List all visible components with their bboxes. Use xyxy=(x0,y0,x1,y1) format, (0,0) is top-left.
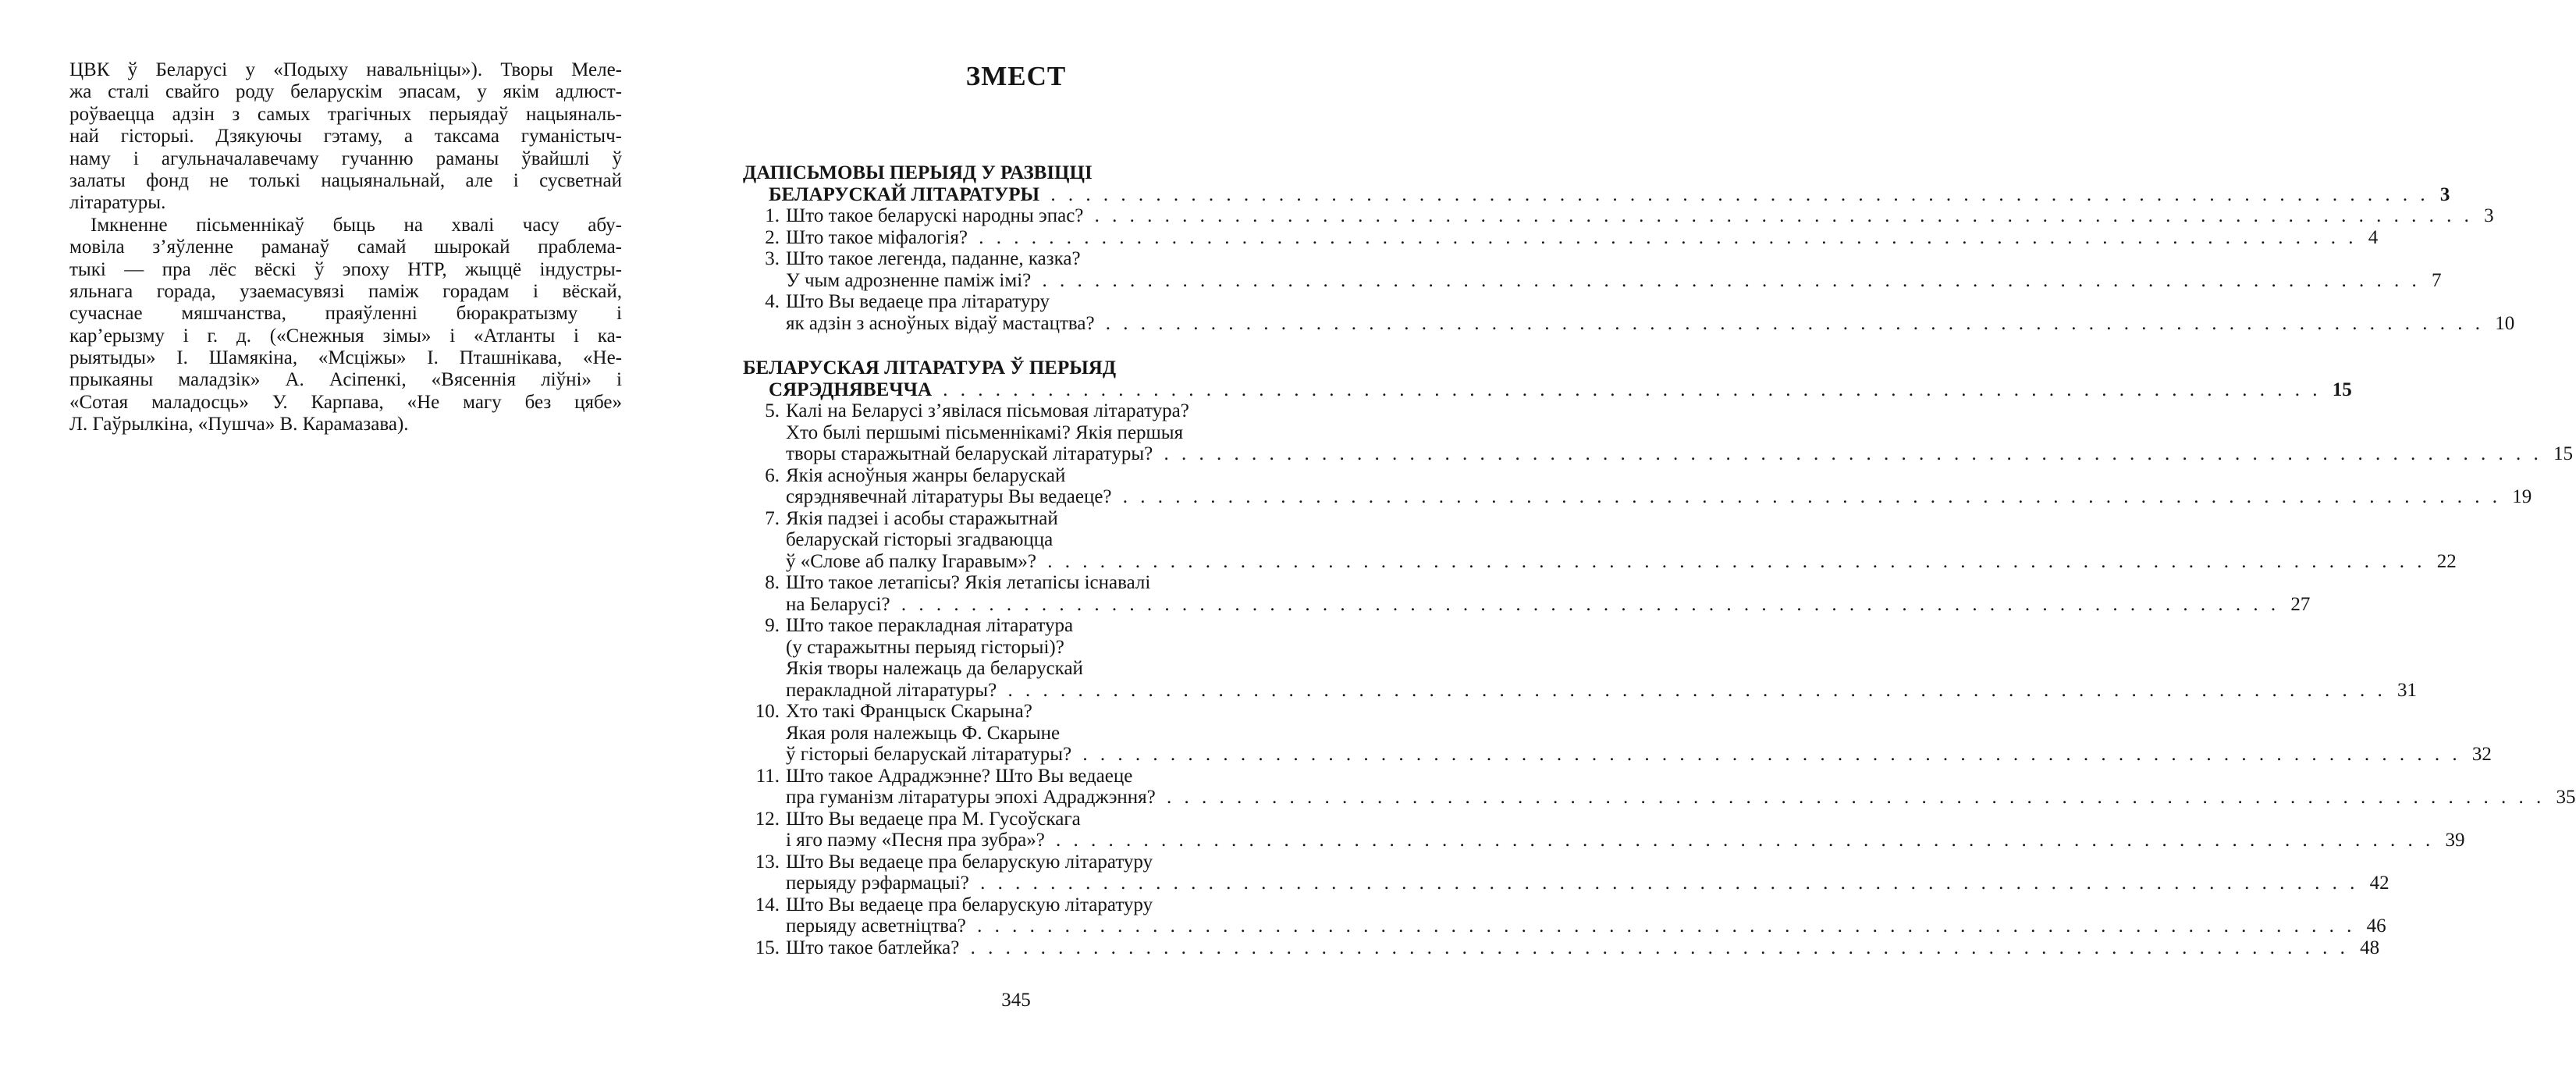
text-line: Л. Гаўрылкіна, «Пушча» В. Карамазава). xyxy=(69,414,409,435)
dot-leader xyxy=(1082,744,2461,765)
text-line: жа сталі свайго роду беларускім эпасам, у якім адлюст- xyxy=(69,81,622,103)
entry-text: Што такое батлейка? xyxy=(786,937,960,958)
entry-number: 13. xyxy=(755,851,780,873)
toc-page-number: 19 xyxy=(2512,486,2532,507)
left-page-text xyxy=(69,59,622,436)
toc-page-number: 42 xyxy=(2369,873,2389,894)
entry-number: 10. xyxy=(755,701,780,722)
section-heading-line xyxy=(743,379,2352,401)
toc-page-number: 32 xyxy=(2471,744,2492,765)
text-line: мовіла з’яўленне раманаў самай шырокай праблема- xyxy=(69,236,622,258)
entry-line: Што Вы ведаеце пра беларускую літаратуру xyxy=(786,894,1153,915)
entry-number: 8. xyxy=(765,572,780,593)
dot-leader xyxy=(1056,830,2434,851)
entry-number: 11. xyxy=(755,765,780,787)
dot-leader xyxy=(1047,551,2425,572)
text-line: Імкненне пісьменнікаў быць на хвалі часу абу- xyxy=(91,214,622,236)
entry-line: беларускай гісторыі згадваюцца xyxy=(786,529,1053,550)
toc-entry[interactable] xyxy=(743,205,2494,227)
entry-line xyxy=(786,937,2380,959)
toc-page-number: 3 xyxy=(2439,183,2450,205)
entry-line: Што Вы ведаеце пра М. Гусоўскага xyxy=(786,808,1081,830)
toc-entry[interactable] xyxy=(743,808,2465,851)
toc-entry[interactable] xyxy=(743,894,2386,937)
paragraph-1 xyxy=(69,59,622,215)
dot-leader xyxy=(1042,270,2420,291)
section-heading-line xyxy=(743,183,2450,206)
entry-line xyxy=(786,205,2494,227)
dot-leader xyxy=(901,594,2279,615)
entry-line: Якія падзеі і асобы старажытнай xyxy=(786,507,1058,529)
text-line: кар’ерызму і г. д. («Снежныя зімы» і «Атланты і ка- xyxy=(69,325,622,347)
entry-text: У чым адрозненне паміж імі? xyxy=(786,269,1032,291)
entry-number: 5. xyxy=(765,400,780,421)
toc-section-heading[interactable] xyxy=(743,357,2352,400)
text-line: роўваецца адзін з самых трагічных перыядаў нацыяналь- xyxy=(69,103,622,125)
toc-page-number: 15 xyxy=(2553,443,2573,464)
toc-entry[interactable] xyxy=(743,765,2576,809)
entry-number: 1. xyxy=(765,205,780,226)
entry-number: 6. xyxy=(765,464,780,486)
toc-entry[interactable] xyxy=(743,226,2379,249)
entry-text: як адзін з асноўных відаў мастацтва? xyxy=(786,312,1095,334)
table-of-contents-page xyxy=(743,0,2576,1070)
entry-line xyxy=(786,550,2457,573)
dot-leader xyxy=(971,937,2349,958)
entry-line: (у старажытны перыяд гісторыі)? xyxy=(786,636,1064,658)
text-line: рыятыды» І. Шамякіна, «Мсціжы» І. Пташнікава, «Не- xyxy=(69,347,622,369)
entry-text: Што такое міфалогія? xyxy=(786,226,968,248)
entry-number: 2. xyxy=(765,226,780,248)
section-heading-text: СЯРЭДНЯВЕЧЧА xyxy=(769,379,933,400)
entry-text: ў «Слове аб палку Ігаравым»? xyxy=(786,550,1036,572)
entry-line: Што такое летапісы? Якія летапісы існавалі xyxy=(786,572,1151,593)
toc-page-number: 7 xyxy=(2431,269,2442,291)
text-line: літаратуры. xyxy=(69,192,166,214)
entry-number: 14. xyxy=(755,894,780,915)
entry-text: пра гуманізм літаратуры эпохі Адраджэння? xyxy=(786,787,1156,808)
toc-page-number: 46 xyxy=(2366,915,2386,937)
toc-page-number: 48 xyxy=(2360,937,2380,958)
toc-entry[interactable] xyxy=(743,572,2311,615)
toc-entries xyxy=(743,400,2576,958)
entry-line xyxy=(786,873,2389,894)
page-number: 345 xyxy=(1001,990,1031,1011)
text-line: най гісторыі. Дзякуючы гэтаму, а таксама гуманістыч- xyxy=(69,126,622,148)
toc-entry[interactable] xyxy=(743,615,2417,701)
entry-line: Што такое Адраджэнне? Што Вы ведаеце xyxy=(786,765,1133,787)
toc-page-number: 4 xyxy=(2368,226,2379,248)
entry-line xyxy=(786,744,2492,766)
dot-leader xyxy=(1106,313,2484,334)
entry-text: ў гісторыі беларускай літаратуры? xyxy=(786,744,1072,765)
entry-line xyxy=(786,226,2379,249)
entry-line xyxy=(786,443,2573,465)
entry-text: сярэднявечнай літаратуры Вы ведаеце? xyxy=(786,486,1112,507)
toc-section-heading[interactable] xyxy=(743,162,2450,205)
dot-leader xyxy=(1123,486,2501,507)
entry-line xyxy=(786,679,2417,702)
toc-page-number: 35 xyxy=(2556,787,2576,808)
entry-text: і яго паэму «Песня пра зубра»? xyxy=(786,830,1045,851)
entry-line xyxy=(786,787,2576,809)
entry-line: Што такое перакладная літаратура xyxy=(786,615,1074,636)
toc-page-number: 10 xyxy=(2495,312,2515,334)
entry-text: на Беларусі? xyxy=(786,593,890,615)
dot-leader xyxy=(979,227,2357,248)
text-line: тыкі — пра лёс вёскі ў эпоху НТР, жыццё індустры- xyxy=(69,258,622,280)
text-line: «Сотая маладосць» У. Карпава, «Не магу без цябе» xyxy=(69,391,622,413)
dot-leader xyxy=(1095,205,2473,226)
section-heading-text: БЕЛАРУСКАЙ ЛІТАРАТУРЫ xyxy=(769,183,1040,205)
entry-line: Што Вы ведаеце пра літаратуру xyxy=(786,291,1050,312)
section-heading-line: ДАПІСЬМОВЫ ПЕРЫЯД У РАЗВІЦЦІ xyxy=(743,162,1093,183)
dot-leader xyxy=(1007,680,2386,701)
toc-entry[interactable] xyxy=(743,400,2573,465)
entry-text: перыяду асветніцтва? xyxy=(786,915,966,937)
toc-page-number: 15 xyxy=(2332,379,2352,400)
entry-line: Што такое легенда, паданне, казка? xyxy=(786,248,1081,269)
entry-line xyxy=(786,915,2386,937)
entry-line xyxy=(786,312,2515,335)
entry-line xyxy=(786,830,2465,851)
toc-page-number: 39 xyxy=(2445,830,2465,851)
toc-entry[interactable] xyxy=(743,937,2380,959)
entry-line: Якія асноўныя жанры беларускай xyxy=(786,464,1066,486)
entry-line xyxy=(786,486,2532,508)
entry-line xyxy=(786,269,2442,292)
toc-page-number: 31 xyxy=(2397,679,2417,701)
text-line: ЦВК ў Беларусі у «Подыху навальніцы»). Творы Меле- xyxy=(69,59,622,80)
toc-entry[interactable] xyxy=(743,291,2515,334)
text-line: сучаснае мяшчанства, праяўленні бюракратызму і xyxy=(69,303,622,325)
section-heading-line: БЕЛАРУСКАЯ ЛІТАРАТУРА Ў ПЕРЫЯД xyxy=(743,357,1117,379)
entry-line: Калі на Беларусі з’явілася пісьмовая літаратура? xyxy=(786,400,1189,421)
toc-page-number: 27 xyxy=(2290,593,2311,615)
paragraph-2 xyxy=(69,215,622,436)
toc-entry[interactable] xyxy=(743,701,2492,766)
entry-number: 4. xyxy=(765,291,780,312)
toc-entry[interactable] xyxy=(743,851,2389,894)
toc-entry[interactable] xyxy=(743,507,2457,573)
text-line: яльнага горада, узаемасувязі паміж горадам і вёскай, xyxy=(69,280,622,302)
entry-number: 15. xyxy=(755,937,780,958)
entry-number: 12. xyxy=(755,808,780,830)
entry-number: 3. xyxy=(765,248,780,269)
dot-leader xyxy=(977,915,2355,937)
entry-number: 9. xyxy=(765,615,780,636)
toc-entries xyxy=(743,205,2515,334)
text-line: прыкаяны маладзік» А. Асіпенкі, «Вясеннія ліўні» і xyxy=(69,369,622,391)
entry-text: перыяду рэфармацыі? xyxy=(786,873,969,894)
text-line: залаты фонд не толькі нацыянальнай, але і сусветнай xyxy=(69,169,622,191)
dot-leader xyxy=(1164,443,2542,464)
entry-line: Што Вы ведаеце пра беларускую літаратуру xyxy=(786,851,1153,873)
dot-leader xyxy=(1167,787,2545,808)
entry-text: творы старажытнай беларускай літаратуры? xyxy=(786,443,1153,464)
entry-line: Якая роля належыць Ф. Скарыне xyxy=(786,722,1061,744)
toc-page-number: 3 xyxy=(2484,205,2494,226)
dot-leader xyxy=(1050,184,2429,205)
toc-entry[interactable] xyxy=(743,464,2532,508)
toc-title: ЗМЕСТ xyxy=(965,61,1067,91)
entry-line xyxy=(786,593,2311,616)
entry-line: Якія творы належаць да беларускай xyxy=(786,658,1083,679)
entry-text: Што такое беларускі народны эпас? xyxy=(786,205,1084,226)
dot-leader xyxy=(980,873,2358,894)
entry-line: Хто былі першымі пісьменнікамі? Якія першыя xyxy=(786,421,1184,443)
entry-number: 7. xyxy=(765,507,780,529)
toc-entry[interactable] xyxy=(743,248,2442,291)
entry-line: Хто такі Францыск Скарына? xyxy=(786,701,1032,722)
text-line: наму і агульначалавечаму гучанню раманы ўвайшлі ў xyxy=(69,148,622,169)
dot-leader xyxy=(943,379,2321,400)
entry-text: перакладной літаратуры? xyxy=(786,679,997,701)
toc-page-number: 22 xyxy=(2436,550,2457,572)
